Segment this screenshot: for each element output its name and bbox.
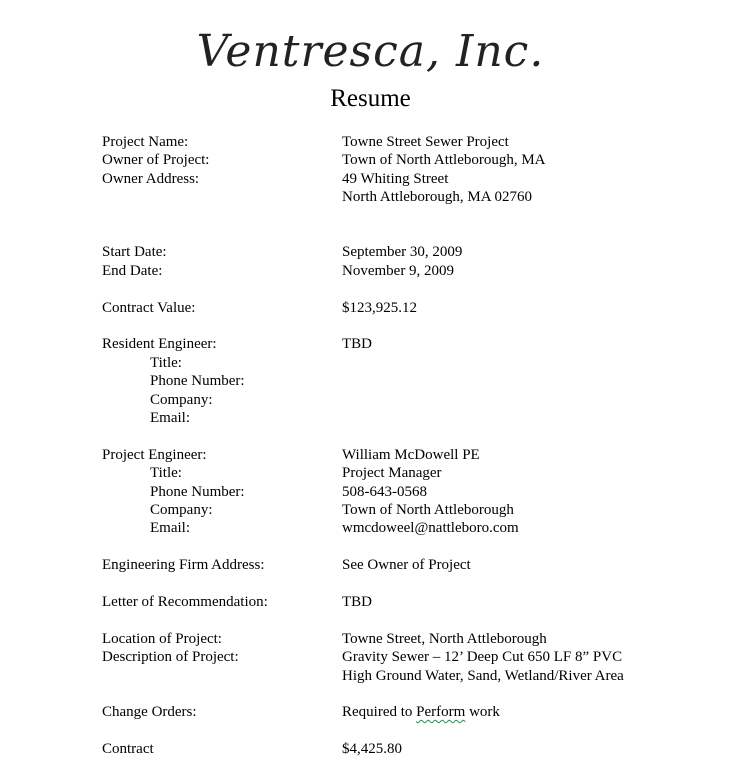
project-engineer-phone-value: 508-643-0568 [342,484,427,500]
change-orders-value-pre: Required to [342,704,417,720]
project-engineer-email-value: wmcdoweel@nattleboro.com [342,520,519,536]
resident-engineer-title-label: Title: [150,355,182,371]
project-engineer-company-label: Company: [150,502,213,518]
owner-of-project-label: Owner of Project: [102,152,210,168]
project-engineer-title-value: Project Manager [342,465,442,481]
page-title: Resume [330,85,411,112]
end-date-value: November 9, 2009 [342,263,455,279]
project-engineer-email-label: Email: [150,520,190,536]
location-of-project-value: Towne Street, North Attleborough [342,631,547,647]
description-of-project-line1: Gravity Sewer – 12’ Deep Cut 650 LF 8” PVC [342,649,623,665]
change-orders-value-word: Perform [416,704,466,720]
contract-value-value: $123,925.12 [342,300,417,316]
contract-value: $4,425.80 [342,741,402,757]
description-of-project-label: Description of Project: [102,649,239,665]
resident-engineer-label: Resident Engineer: [102,336,217,352]
owner-address-line1: 49 Whiting Street [342,171,449,187]
end-date-label: End Date: [102,263,163,279]
engineering-firm-address-label: Engineering Firm Address: [102,557,265,573]
start-date-value: September 30, 2009 [342,244,463,260]
project-name-value: Towne Street Sewer Project [342,134,509,150]
project-engineer-value: William McDowell PE [342,447,480,463]
change-orders-value [342,703,500,721]
contract-label: Contract [102,741,154,757]
contract-value-label: Contract Value: [102,300,196,316]
letter-of-recommendation-label: Letter of Recommendation: [102,594,268,610]
change-orders-label: Change Orders: [102,704,197,720]
change-orders-value-post: work [465,704,500,720]
owner-of-project-value: Town of North Attleborough, MA [342,152,546,168]
project-name-label: Project Name: [102,134,189,150]
start-date-label: Start Date: [102,244,167,260]
resident-engineer-company-label: Company: [150,392,213,408]
description-of-project-line2: High Ground Water, Sand, Wetland/River Area [342,668,624,684]
resident-engineer-email-label: Email: [150,410,190,426]
project-engineer-company-value: Town of North Attleborough [342,502,514,518]
project-engineer-phone-label: Phone Number: [150,484,245,500]
project-engineer-title-label: Title: [150,465,182,481]
location-of-project-label: Location of Project: [102,631,222,647]
letter-of-recommendation-value: TBD [342,594,372,610]
project-engineer-label: Project Engineer: [102,447,207,463]
engineering-firm-address-value: See Owner of Project [342,557,471,573]
owner-address-label: Owner Address: [102,171,200,187]
resident-engineer-value: TBD [342,336,372,352]
company-logo: Ventresca, Inc. [196,26,545,77]
resident-engineer-phone-label: Phone Number: [150,373,245,389]
owner-address-line2: North Attleborough, MA 02760 [342,189,532,205]
